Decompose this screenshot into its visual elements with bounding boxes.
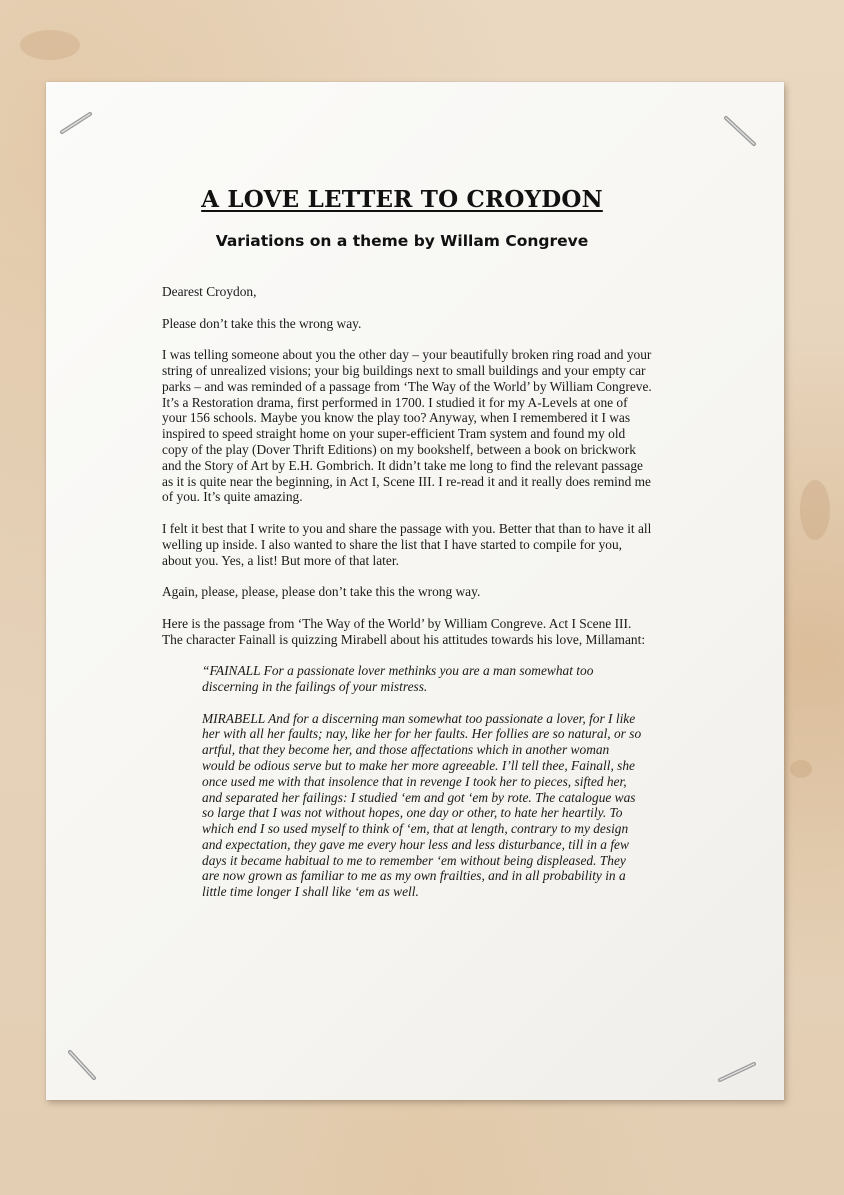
wall-stain (20, 30, 80, 60)
quote-paragraph: MIRABELL And for a discerning man somewhat too passionate a lover, for I like her with all her faults; nay, like her for her faults. Her follies are so natural, or so artful, that they become her, and those affectations which in another woman would be odious serve but to make her more agreeable. I’ll tell thee, Fainall, she once used me with that insolence that in revenge I took her to pieces, sifted her, and separated her failings: I studied ‘em and got ‘em by rote. The catalogue was so large that I was not without hopes, one day or other, to hate her heartily. To which end I so used myself to think of ‘em, that at length, contrary to my design and expectation, they gave me every hour less and less disturbance, till in a few days it became habitual to me to remember ‘em without being displeased. They are now grown as familiar to me as my own frailties, and in all probability in a little time longer I shall like ‘em as well. (202, 710, 642, 900)
staple-icon (716, 1056, 754, 1066)
letter-sheet (46, 82, 784, 1100)
wall-stain (800, 480, 830, 540)
paragraph: Here is the passage from ‘The Way of the World’ by William Congreve. Act I Scene III. The character Fainall is quizzing Mirabell about his attitudes towards his love, Millamant: (162, 615, 646, 647)
paragraph: Please don’t take this the wrong way. (162, 315, 362, 331)
letter-subtitle: Variations on a theme by Willam Congreve (215, 232, 589, 250)
quoted-passage (202, 663, 642, 900)
staple-icon (58, 108, 96, 118)
paragraph: I felt it best that I write to you and share the passage with you. Better that than to have it all welling up inside. I also wanted to share the list that I have started to compile for you, about you. Yes, a list! But more of that later. (162, 520, 652, 568)
staple-icon (64, 1048, 102, 1058)
staple-icon (720, 114, 758, 124)
letter-body (162, 284, 652, 916)
paragraph: I was telling someone about you the other day – your beautifully broken ring road and your string of unrealized visions; your big buildings next to small buildings and your empty car parks – and was reminded of a passage from ‘The Way of the World’ by William Congreve. It’s a Restoration drama, first performed in 1700. I studied it for my A-Levels at one of your 156 schools. Maybe you know the play too? Anyway, when I remembered it I was inspired to speed straight home on your super-efficient Tram system and found my old copy of the play (Dover Thrift Editions) on my bookshelf, between a book on brickwork and the Story of Art by E.H. Gombrich. It didn’t take me long to find the relevant passage as it is quite near the beginning, in Act I, Scene III. I re-read it and it really does remind me of you. It’s quite amazing. (162, 347, 652, 505)
quote-paragraph: “FAINALL For a passionate lover methinks you are a man somewhat too discerning in the failings of your mistress. (202, 663, 594, 694)
wall-stain (790, 760, 812, 778)
paragraph: Again, please, please, please don’t take this the wrong way. (162, 584, 481, 600)
salutation: Dearest Croydon, (162, 284, 257, 299)
letter-title: A LOVE LETTER TO CROYDON (201, 186, 603, 213)
